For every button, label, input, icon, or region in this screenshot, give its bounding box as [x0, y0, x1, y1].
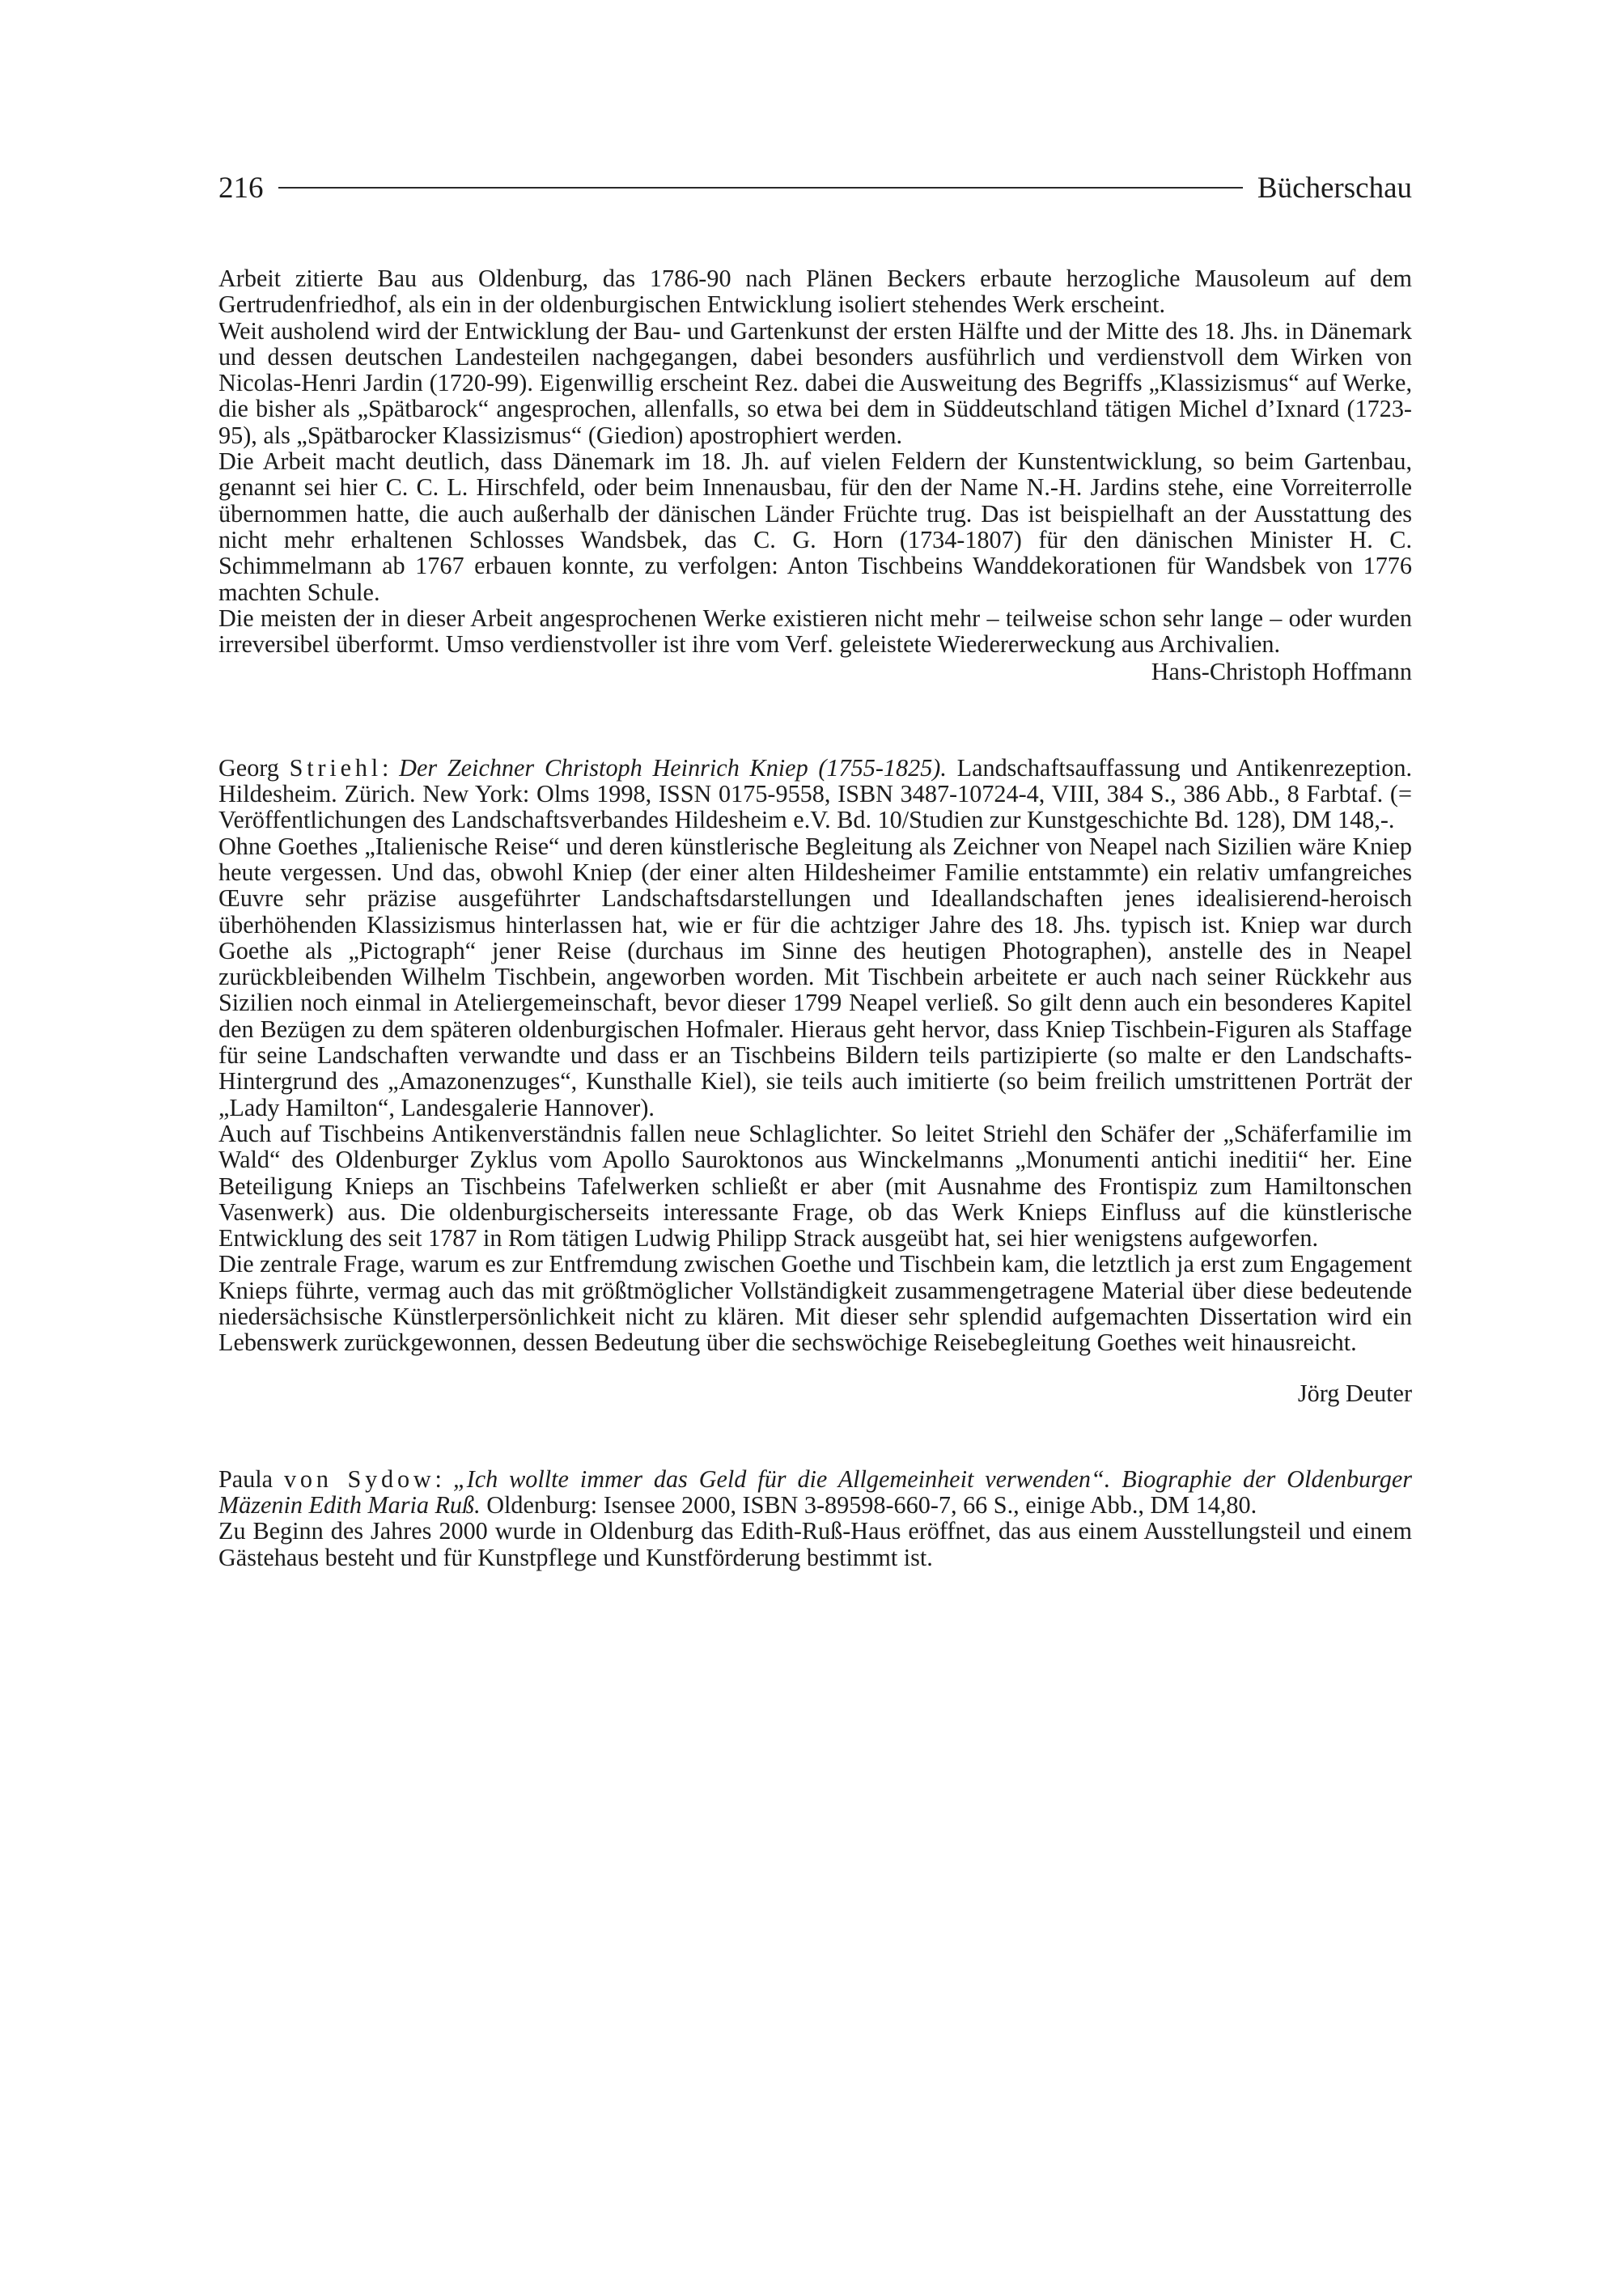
review-paragraph: Zu Beginn des Jahres 2000 wurde in Oldenburg das Edith-Ruß-Haus eröffnet, das aus einem Ausstellungsteil und einem Gästehaus besteht und für Kunstpflege und Kunstförderung bestimmt ist.	[218, 1517, 1412, 1571]
bibliographic-entry	[218, 1466, 1412, 1519]
reviewer-signature: Hans-Christoph Hoffmann	[1151, 658, 1412, 686]
running-header	[218, 167, 1412, 208]
header-rule	[278, 187, 1243, 189]
review-striehl	[218, 755, 1412, 1406]
book-author-colon: :	[435, 1464, 453, 1493]
book-title: „Ich wollte immer das Geld für die Allgemeinheit verwenden“. Biographie der Oldenburger Mäzenin Edith Maria Ruß.	[218, 1464, 1412, 1519]
book-author-first: Paula	[218, 1464, 284, 1493]
book-author-last: Striehl	[289, 753, 382, 782]
book-author-colon: :	[382, 753, 400, 782]
review-paragraph: Arbeit zitierte Bau aus Oldenburg, das 1786-90 nach Plänen Beckers erbaute herzogliche Mausoleum auf dem Gertrudenfriedhof, als ein in der oldenburgischen Entwicklung isoliert stehendes Werk erscheint.	[218, 265, 1412, 319]
bibliographic-entry	[218, 755, 1412, 833]
book-author-first: Georg	[218, 753, 290, 782]
review-paragraph: Die Arbeit macht deutlich, dass Dänemark im 18. Jh. auf vielen Feldern der Kunstentwicklung, so beim Gartenbau, genannt sei hier C. C. L. Hirschfeld, oder beim Innenausbau, für den der Name N.-H. Jardins stehe, eine Vorreiterrolle übernommen hatte, die auch außerhalb der dänischen Länder Früchte trug. Das ist beispielhaft an der Ausstattung des nicht mehr erhaltenen Schlosses Wandsbek, das C. G. Horn (1734-1807) für den dänischen Minister H. C. Schimmelmann ab 1767 erbauen konnte, zu verfolgen: Anton Tischbeins Wanddekorationen für Wandsbek von 1776 machten Schule.	[218, 447, 1412, 606]
review-paragraph: Die zentrale Frage, warum es zur Entfremdung zwischen Goethe und Tischbein kam, die letztlich ja erst zum Engagement Knieps führte, vermag auch das mit größtmöglicher Vollständigkeit zusammengetragene Material über diese bedeutende niedersächsische Künstlerpersönlichkeit nicht zu klären. Mit dieser sehr splendid aufgemachten Dissertation wird ein Lebenswerk zurückgewonnen, dessen Bedeutung über die sechswöchige Reisebegleitung Goethes weit hinausreicht.	[218, 1250, 1412, 1357]
book-author-last: von Sydow	[283, 1464, 435, 1493]
book-citation: Oldenburg: Isensee 2000, ISBN 3-89598-660-7, 66 S., einige Abb., DM 14,80.	[480, 1491, 1257, 1519]
book-citation: Landschaftsauffassung und Antikenrezeption. Hildesheim. Zürich. New York: Olms 1998, ISSN 0175-9558, ISBN 3487-10724-4, VIII, 384 S., 386 Abb., 8 Farbtaf. (= Veröffentlichungen des Landschaftsverbandes Hildesheim e.V. Bd. 10/Studien zur Kunstgeschichte Bd. 128), DM 148,-.	[218, 753, 1412, 834]
review-paragraph: Weit ausholend wird der Entwicklung der Bau- und Gartenkunst der ersten Hälfte und der Mitte des 18. Jhs. in Dänemark und dessen deutschen Landesteilen nachgegangen, dabei besonders ausführlich und verdienstvoll dem Wirken von Nicolas-Henri Jardin (1720-99). Eigenwillig erscheint Rez. dabei die Ausweitung des Begriffs „Klassizismus“ auf Werke, die bisher als „Spätbarock“ angesprochen, allenfalls, so etwa bei dem in Süddeutschland tätigen Michel d’Ixnard (1723-95), als „Spätbarocker Klassizismus“ (Giedion) apostrophiert werden.	[218, 316, 1412, 449]
review-paragraph: Ohne Goethes „Italienische Reise“ und deren künstlerische Begleitung als Zeichner von Neapel nach Sizilien wäre Kniep heute vergessen. Und das, obwohl Kniep (der einer alten Hildesheimer Familie entstammte) ein relativ umfangreiches Œuvre sehr präzise ausgeführter Landschaftsdarstellungen und Ideallandschaften jenes idealisierend-heroisch überhöhenden Klassizismus hinterlassen hat, wie er für die achtziger Jahre des 18. Jhs. typisch ist. Kniep war durch Goethe als „Pictograph“ jener Reise (durchaus im Sinne des heutigen Photographen), anstelle des in Neapel zurückbleibenden Wilhelm Tischbein, angeworben worden. Mit Tischbein arbeitete er auch nach seiner Rückkehr aus Sizilien noch einmal in Ateliergemeinschaft, bevor dieser 1799 Neapel verließ. So gilt denn auch ein besonderes Kapitel den Bezügen zu dem späteren oldenburgischen Hofmaler. Hieraus geht hervor, dass Kniep Tischbein-Figuren als Staffage für seine Landschaften verwandte und dass er an Tischbeins Bildern teils partizipierte (so malte er den Landschafts-Hintergrund des „Amazonenzuges“, Kunsthalle Kiel), sie teils auch imitierte (so beim freilich umstrittenen Porträt der „Lady Hamilton“, Landesgalerie Hannover).	[218, 832, 1412, 1121]
page-body	[218, 265, 1412, 1570]
review-paragraph: Auch auf Tischbeins Antikenverständnis fallen neue Schlaglichter. So leitet Striehl den Schäfer der „Schäferfamilie im Wald“ des Oldenburger Zyklus vom Apollo Sauroktonos aus Winckelmanns „Monumenti antichi ineditii“ her. Eine Beteiligung Knieps an Tischbeins Tafelwerken schließt er aber (mit Ausnahme des Frontispiz zum Hamiltonschen Vasenwerk) aus. Die oldenburgischerseits interessante Frage, ob das Werk Knieps Einfluss auf die künstlerische Entwicklung des seit 1787 in Rom tätigen Ludwig Philipp Strack ausgeübt hat, sei hier wenigstens aufgeworfen.	[218, 1119, 1412, 1252]
section-title: Bücherschau	[1257, 171, 1412, 205]
review-hoffmann	[218, 265, 1412, 685]
review-von-sydow	[218, 1466, 1412, 1570]
review-paragraph: Die meisten der in dieser Arbeit angesprochenen Werke existieren nicht mehr – teilweise schon sehr lange – oder wurden irreversibel überformt. Umso verdienstvoller ist ihre vom Verf. geleistete Wiedererweckung aus Archivalien.	[218, 604, 1412, 659]
book-title: Der Zeichner Christoph Heinrich Kniep (1755-1825).	[399, 753, 947, 782]
page-number: 216	[218, 171, 264, 205]
reviewer-signature: Jörg Deuter	[1297, 1379, 1412, 1407]
